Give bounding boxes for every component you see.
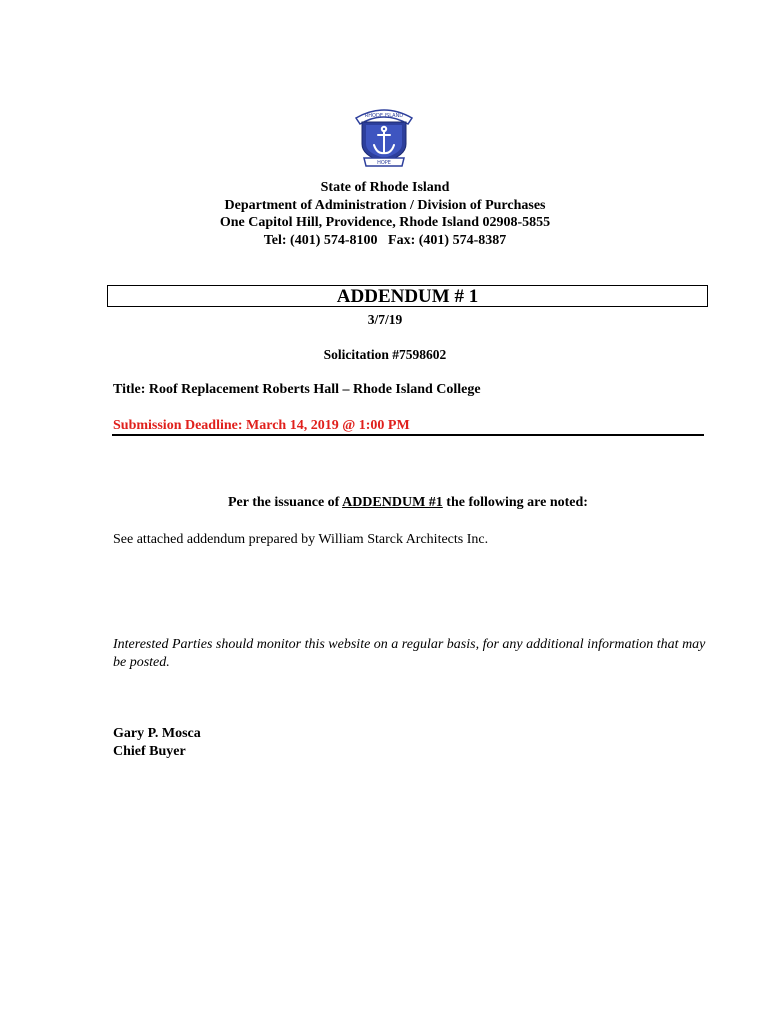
addendum-date: 3/7/19 <box>367 312 403 327</box>
letterhead-phone-fax: Tel: (401) 574-8100 Fax: (401) 574-8387 <box>263 232 507 248</box>
addendum-heading: ADDENDUM # 1 <box>107 285 708 307</box>
addendum-reference: ADDENDUM #1 <box>342 495 443 510</box>
notes-intro-before: Per the issuance of <box>228 495 343 510</box>
letterhead <box>100 179 670 249</box>
submission-deadline: Submission Deadline: March 14, 2019 @ 1:00 PM <box>113 418 410 433</box>
signer-name: Gary P. Mosca <box>113 726 201 741</box>
letterhead-department: Department of Administration / Division of Purchases <box>224 197 546 213</box>
monitoring-notice: Interested Parties should monitor this website on a regular basis, for any additional information that may be posted. <box>113 637 706 670</box>
rhode-island-seal-icon <box>344 100 424 170</box>
seal-top-text: RHODE ISLAND <box>364 113 404 119</box>
solicitation-title: Title: Roof Replacement Roberts Hall – Rhode Island College <box>113 382 481 397</box>
notes-body: See attached addendum prepared by William Starck Architects Inc. <box>113 532 489 547</box>
letterhead-address: One Capitol Hill, Providence, Rhode Island 02908-5855 <box>219 215 551 230</box>
seal-bottom-text: HOPE <box>377 160 391 166</box>
divider-rule <box>112 434 704 436</box>
notes-intro-after: the following are noted: <box>442 495 588 510</box>
notes-intro <box>100 495 716 511</box>
signature-block <box>113 725 201 761</box>
letterhead-state: State of Rhode Island <box>320 180 450 195</box>
solicitation-number: Solicitation #7598602 <box>323 347 447 362</box>
signer-role: Chief Buyer <box>113 744 186 759</box>
